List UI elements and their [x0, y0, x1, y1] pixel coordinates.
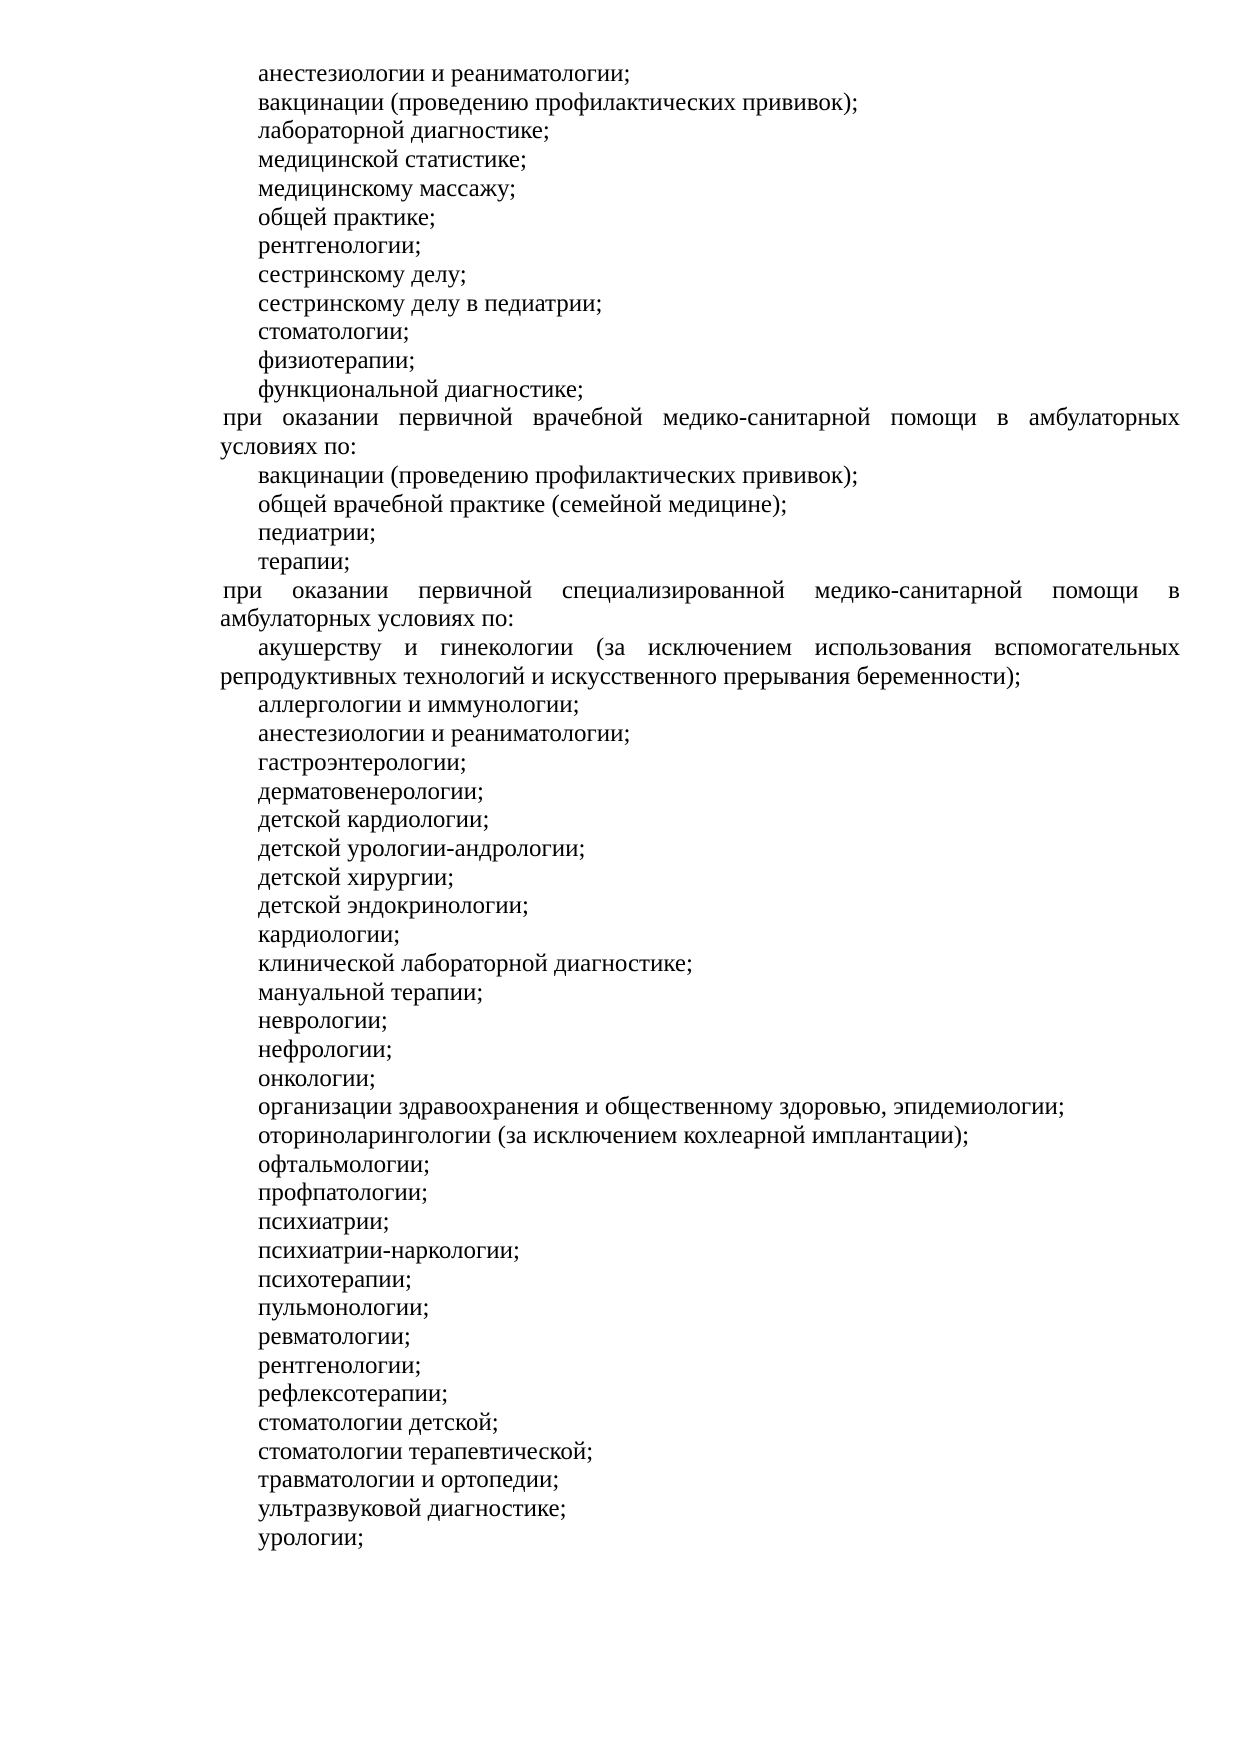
- list-item: дерматовенерологии;: [258, 777, 484, 805]
- list-item: ревматологии;: [258, 1322, 411, 1350]
- list-item: рефлексотерапии;: [258, 1380, 449, 1408]
- list-item: пульмонологии;: [258, 1294, 430, 1322]
- list-item: физиотерапии;: [258, 347, 416, 375]
- list-item: аллергологии и иммунологии;: [258, 691, 580, 719]
- list-item: терапии;: [258, 547, 351, 575]
- list-item: офтальмологии;: [258, 1150, 431, 1178]
- list-item: психотерапии;: [258, 1265, 412, 1293]
- list-item: стоматологии;: [258, 318, 410, 346]
- paragraph: при оказании первичной врачебной медико-санитарной помощи в амбулаторных условиях по:: [220, 404, 1180, 461]
- list-item: общей практике;: [258, 203, 436, 231]
- list-item: мануальной терапии;: [258, 978, 484, 1006]
- list-item: онкологии;: [258, 1064, 376, 1092]
- list-item: акушерству и гинекологии (за исключением использования вспомогательных репродуктивных технологий и искусственного прерывания беременности);: [220, 634, 1180, 690]
- paragraph: при оказании первичной специализированной медико-санитарной помощи в амбулаторных условиях по:: [220, 576, 1180, 633]
- list-item: педиатрии;: [258, 519, 377, 547]
- list-item: гастроэнтерологии;: [258, 748, 467, 776]
- list-item: рентгенологии;: [258, 1351, 422, 1379]
- list-item: общей врачебной практике (семейной медицине);: [258, 490, 788, 518]
- list-item: неврологии;: [258, 1007, 388, 1035]
- list-item: сестринскому делу;: [258, 260, 467, 288]
- list-item: функциональной диагностике;: [258, 375, 584, 403]
- list-item: клинической лабораторной диагностике;: [258, 949, 693, 977]
- list-item: ультразвуковой диагностике;: [258, 1495, 567, 1523]
- list-item: стоматологии терапевтической;: [258, 1437, 594, 1465]
- list-item: урологии;: [258, 1523, 365, 1551]
- list-item: травматологии и ортопедии;: [258, 1466, 560, 1494]
- list-item: профпатологии;: [258, 1179, 429, 1207]
- list-item: психиатрии;: [258, 1208, 390, 1236]
- list-item: детской кардиологии;: [258, 806, 490, 834]
- list-item: оториноларингологии (за исключением кохлеарной имплантации);: [258, 1122, 970, 1150]
- list-item: стоматологии детской;: [258, 1409, 499, 1437]
- document-body: [220, 60, 1180, 1553]
- list-item: вакцинации (проведению профилактических прививок);: [258, 88, 859, 116]
- list-item: детской урологии-андрологии;: [258, 834, 586, 862]
- list-item: рентгенологии;: [258, 232, 422, 260]
- list-item: сестринскому делу в педиатрии;: [258, 289, 603, 317]
- list-item: организации здравоохранения и общественному здоровью, эпидемиологии;: [258, 1093, 1065, 1121]
- list-item: медицинскому массажу;: [258, 174, 517, 202]
- list-item: анестезиологии и реаниматологии;: [258, 60, 631, 87]
- list-item: психиатрии-наркологии;: [258, 1236, 520, 1264]
- list-item: нефрологии;: [258, 1035, 393, 1063]
- list-item: анестезиологии и реаниматологии;: [258, 720, 631, 748]
- list-item: медицинской статистике;: [258, 146, 527, 174]
- list-item: детской эндокринологии;: [258, 892, 529, 920]
- list-item: вакцинации (проведению профилактических прививок);: [258, 461, 859, 489]
- list-item: кардиологии;: [258, 921, 401, 949]
- list-item: детской хирургии;: [258, 863, 455, 891]
- list-item: лабораторной диагностике;: [258, 117, 550, 145]
